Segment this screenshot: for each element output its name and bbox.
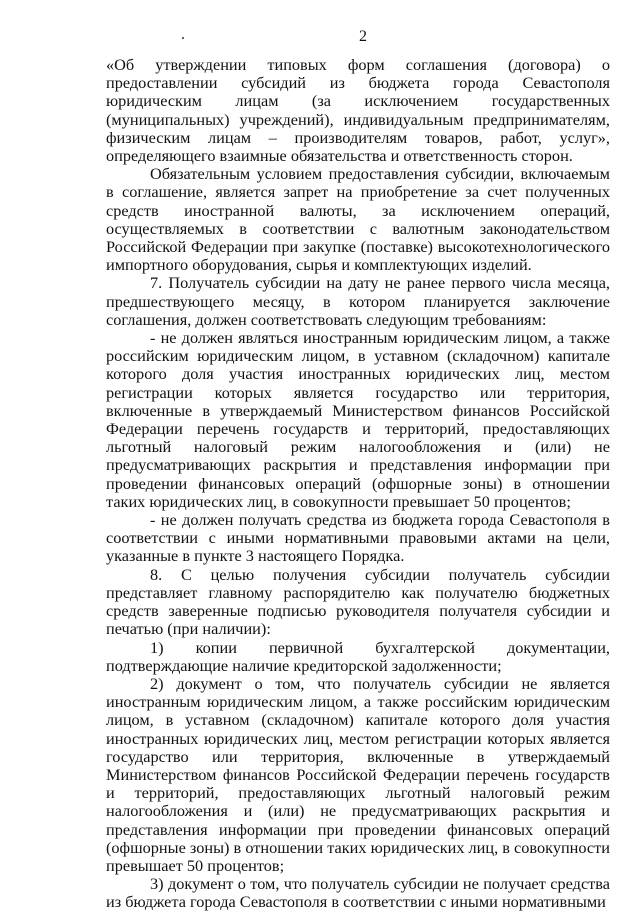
paragraph-p1: «Об утверждении типовых форм соглашения (договора) о предоставлении субсидий из бюджета города Севастополя юридическим лицам (за исключением государственных (муниципальных) учреждений), индивидуальным предпринимателям, физическим лицам – производителям товаров, работ, услуг», определяющего взаимные обязательства и ответственность сторон. — [106, 55, 610, 166]
paragraph-p9: 3) документ о том, что получатель субсидии не получает средства из бюджета города Севастополя в соответствии с иными нормативными — [106, 874, 610, 912]
document-body — [106, 56, 610, 912]
page-number: 2 — [359, 28, 367, 45]
paragraph-p6: 8. С целью получения субсидии получатель субсидии представляет главному распорядителю как получателю бюджетных средств заверенные подписью руководителя получателя субсидии и печатью (при наличии): — [106, 564, 610, 639]
paragraph-p7: 1) копии первичной бухгалтерской документации, подтверждающие наличие кредиторской задолженности; — [106, 637, 610, 675]
paragraph-p4: - не должен являться иностранным юридическим лицом, а также российским юридическим лицом, в уставном (складочном) капитале которого доля участия иностранных юридических лиц, местом регистрации которых является государство или территория, включенные в утверждаемый Министерством финансов Российской Федерации перечень государств и территорий, предоставляющих льготный налоговый режим налогообложения и (или) не предусматривающих раскрытия и представления информации при проведении финансовых операций (офшорные зоны) в отношении таких юридических лиц, в совокупности превышает 50 процентов; — [106, 328, 610, 511]
paragraph-p5: - не должен получать средства из бюджета города Севастополя в соответствии с иными нормативными правовыми актами на цели, указанные в пункте 3 настоящего Порядка. — [106, 510, 610, 566]
paragraph-p8: 2) документ о том, что получатель субсидии не является иностранным юридическим лицом, а также российским юридическим лицом, в уставном (складочном) капитале которого доля участия иностранных юридических лиц, местом регистрации которых является государство или территория, включенные в утверждаемый Министерством финансов Российской Федерации перечень государств и территорий, предоставляющих льготный налоговый режим налогообложения и (или) не предусматривающих раскрытия и представления информации при проведении финансовых операций (офшорные зоны) в отношении таких юридических лиц, в совокупности превышает 50 процентов; — [106, 673, 610, 875]
paragraph-p3: 7. Получатель субсидии на дату не ранее первого числа месяца, предшествующего месяцу, в котором планируется заключение соглашения, должен соответствовать следующим требованиям: — [106, 273, 610, 329]
paragraph-p2: Обязательным условием предоставления субсидии, включаемым в соглашение, является запрет на приобретение за счет полученных средств иностранной валюты, за исключением операций, осуществляемых в соответствии с валютным законодательством Российской Федерации при закупке (поставке) высокотехнологического импортного оборудования, сырья и комплектующих изделий. — [106, 164, 610, 275]
